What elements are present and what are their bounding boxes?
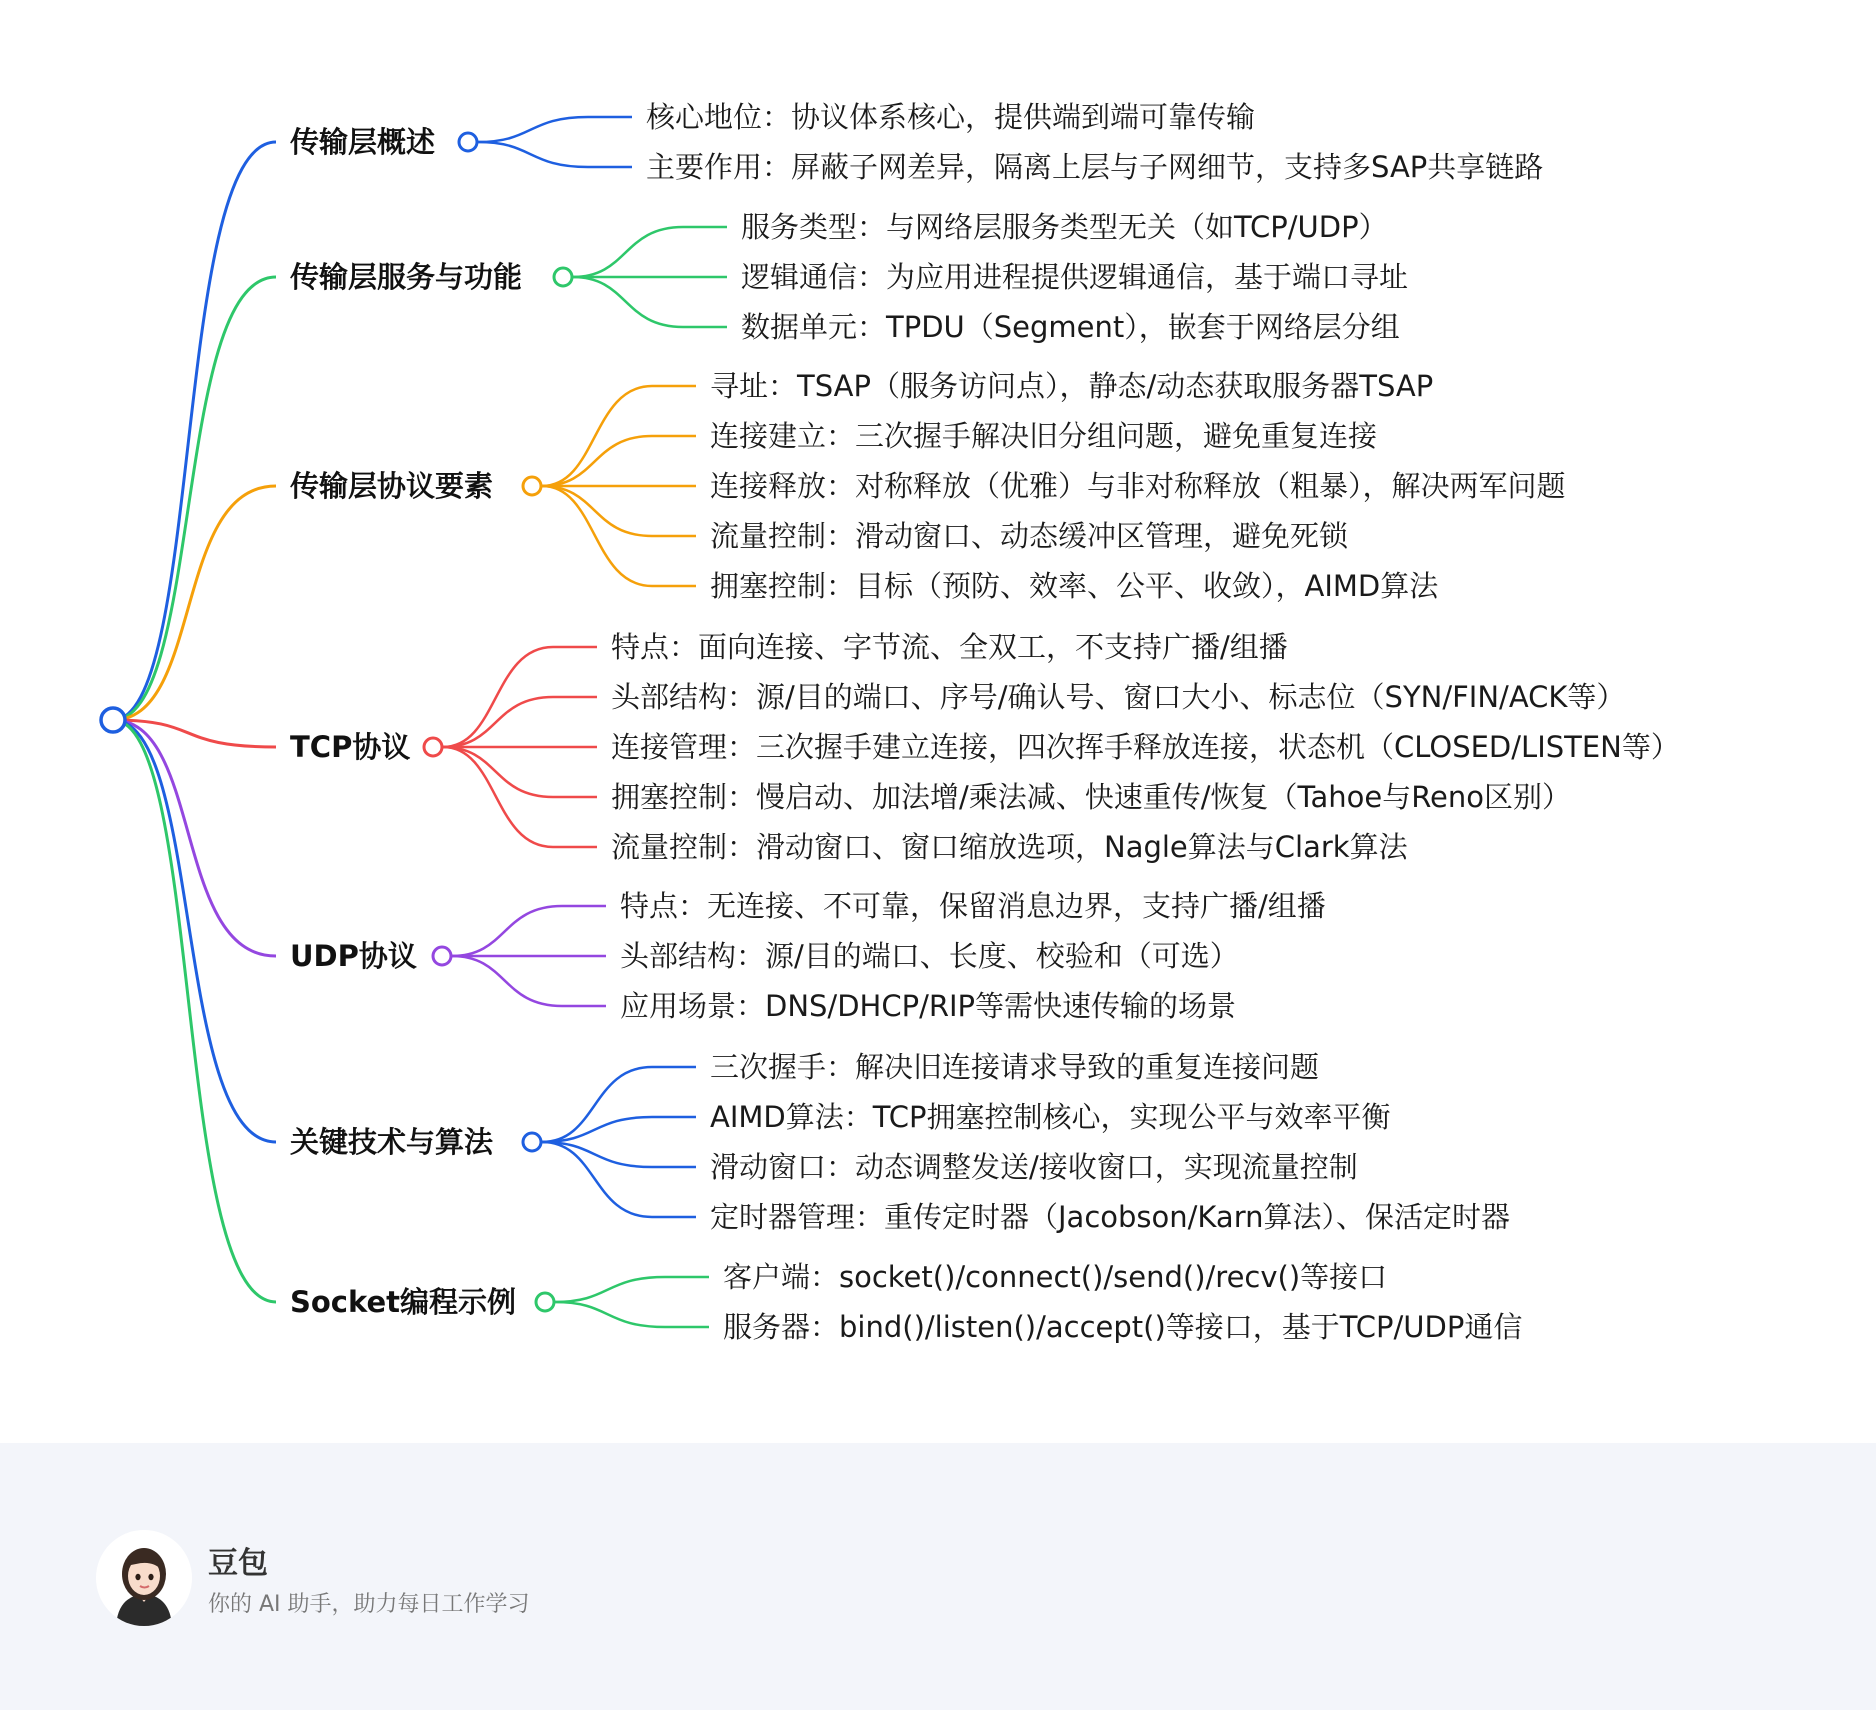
branch-label: 传输层协议要素 <box>290 469 494 503</box>
branch-node[interactable] <box>523 1133 541 1151</box>
root-branch-connector <box>113 720 276 1142</box>
root-branch-connector <box>113 486 276 720</box>
branch-node[interactable] <box>554 268 572 286</box>
leaf-connector <box>452 956 606 1006</box>
leaf-label: 寻址：TSAP（服务访问点），静态/动态获取服务器TSAP <box>710 369 1434 403</box>
leaf-label: 头部结构：源/目的端口、序号/确认号、窗口大小、标志位（SYN/FIN/ACK等） <box>611 680 1626 714</box>
leaf-connector <box>542 1142 696 1167</box>
root-node[interactable] <box>101 708 125 732</box>
root-branch-connector <box>113 720 276 1302</box>
leaf-label: 主要作用：屏蔽子网差异，隔离上层与子网细节，支持多SAP共享链路 <box>646 150 1544 184</box>
leaf-label: AIMD算法：TCP拥塞控制核心，实现公平与效率平衡 <box>710 1100 1391 1134</box>
leaf-label: 拥塞控制：慢启动、加法增/乘法减、快速重传/恢复（Tahoe与Reno区别） <box>611 780 1572 814</box>
leaf-label: 特点：面向连接、字节流、全双工，不支持广播/组播 <box>611 630 1288 664</box>
leaf-label: 流量控制：滑动窗口、动态缓冲区管理，避免死锁 <box>710 519 1349 553</box>
branch-label: 传输层服务与功能 <box>290 260 523 294</box>
branch-label: Socket编程示例 <box>290 1285 517 1319</box>
leaf-label: 应用场景：DNS/DHCP/RIP等需快速传输的场景 <box>620 989 1237 1023</box>
root-branch-connector <box>113 142 276 720</box>
leaf-connector <box>573 227 727 277</box>
leaf-connector <box>542 1117 696 1142</box>
leaf-label: 核心地位：协议体系核心，提供端到端可靠传输 <box>646 100 1256 134</box>
leaf-label: 头部结构：源/目的端口、长度、校验和（可选） <box>620 939 1239 973</box>
branch-label: 关键技术与算法 <box>290 1125 494 1159</box>
assistant-tagline: 你的 AI 助手，助力每日工作学习 <box>208 1592 530 1617</box>
leaf-label: 连接管理：三次握手建立连接，四次挥手释放连接，状态机（CLOSED/LISTEN等） <box>611 730 1680 764</box>
branch-label: UDP协议 <box>290 939 417 973</box>
leaf-label: 客户端：socket()/connect()/send()/recv()等接口 <box>723 1260 1388 1294</box>
branch-node[interactable] <box>433 947 451 965</box>
leaf-label: 滑动窗口：动态调整发送/接收窗口，实现流量控制 <box>710 1150 1358 1184</box>
branch-node[interactable] <box>459 133 477 151</box>
branch-node[interactable] <box>523 477 541 495</box>
leaf-label: 连接建立：三次握手解决旧分组问题，避免重复连接 <box>710 419 1378 453</box>
branch-node[interactable] <box>424 738 442 756</box>
leaf-connector <box>573 277 727 327</box>
leaf-label: 三次握手：解决旧连接请求导致的重复连接问题 <box>710 1050 1320 1084</box>
branch-node[interactable] <box>536 1293 554 1311</box>
footer <box>0 1443 1876 1710</box>
assistant-name: 豆包 <box>208 1546 268 1581</box>
root-branch-connector <box>113 720 276 956</box>
leaf-label: 逻辑通信：为应用进程提供逻辑通信，基于端口寻址 <box>741 260 1409 294</box>
leaf-label: 定时器管理：重传定时器（Jacobson/Karn算法）、保活定时器 <box>710 1200 1510 1234</box>
leaf-connector <box>542 1067 696 1142</box>
leaf-connector <box>555 1277 709 1302</box>
leaf-connector <box>452 906 606 956</box>
leaf-label: 特点：无连接、不可靠，保留消息边界，支持广播/组播 <box>620 889 1326 923</box>
leaf-label: 数据单元：TPDU（Segment），嵌套于网络层分组 <box>741 310 1400 344</box>
leaf-label: 服务器：bind()/listen()/accept()等接口，基于TCP/UDP通信 <box>723 1310 1523 1344</box>
root-branch-connector <box>113 277 276 720</box>
leaf-connector <box>478 142 632 167</box>
leaf-connector <box>555 1302 709 1327</box>
leaf-label: 流量控制：滑动窗口、窗口缩放选项，Nagle算法与Clark算法 <box>611 830 1408 864</box>
branch-label: TCP协议 <box>290 730 411 764</box>
leaf-label: 拥塞控制：目标（预防、效率、公平、收敛），AIMD算法 <box>710 569 1439 603</box>
branch-label: 传输层概述 <box>290 125 436 159</box>
leaf-label: 连接释放：对称释放（优雅）与非对称释放（粗暴），解决两军问题 <box>710 469 1566 503</box>
leaf-connector <box>478 117 632 142</box>
leaf-connector <box>542 1142 696 1217</box>
avatar <box>96 1530 192 1626</box>
leaf-label: 服务类型：与网络层服务类型无关（如TCP/UDP） <box>741 210 1388 244</box>
